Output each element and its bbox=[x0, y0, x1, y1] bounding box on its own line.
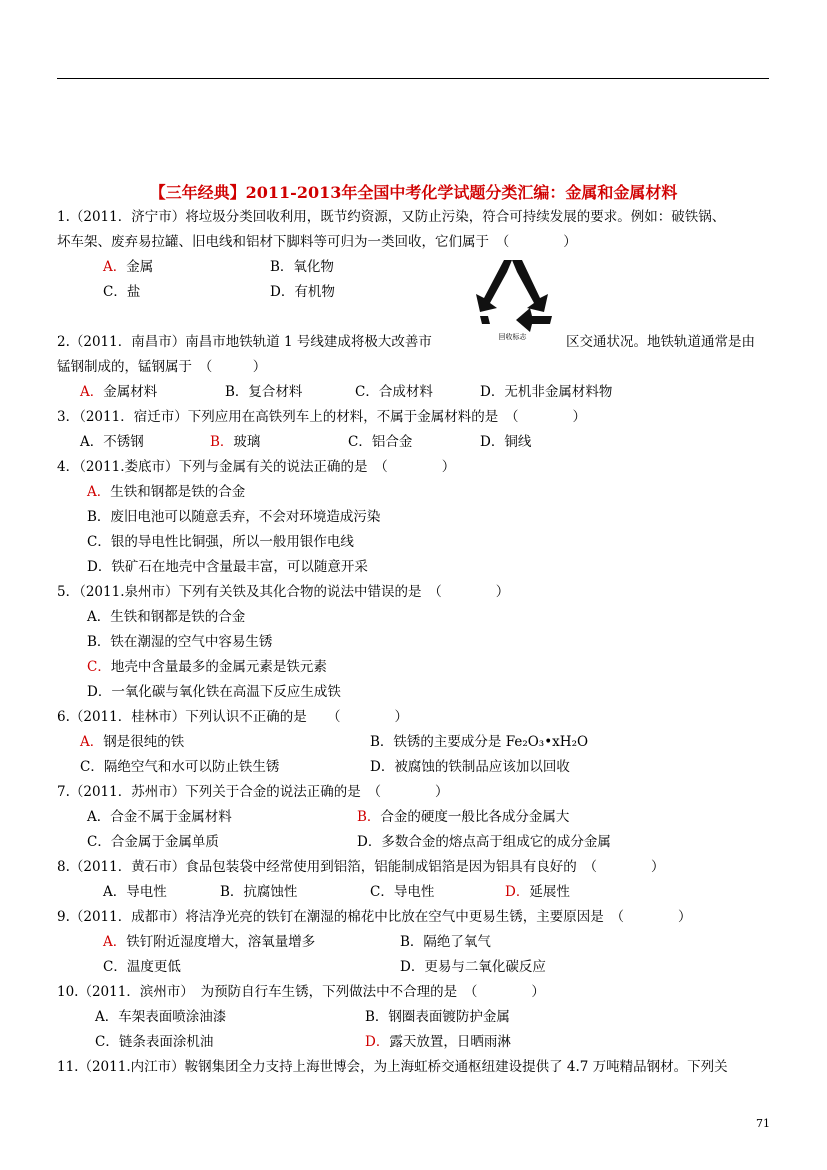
q6-option-a: A．钢是很纯的铁 bbox=[80, 734, 185, 750]
q6-option-c: C．隔绝空气和水可以防止铁生锈 bbox=[80, 759, 280, 775]
q3-option-a: A．不锈钢 bbox=[80, 434, 144, 450]
q2-stem-line2: 锰钢制成的，锰钢属于 （ ） bbox=[57, 359, 267, 375]
q6-option-b: B．铁锈的主要成分是 Fe₂O₃•xH₂O bbox=[370, 734, 589, 750]
q10-option-b: B．钢圈表面镀防护金属 bbox=[365, 1009, 510, 1025]
answer-marker: A． bbox=[103, 934, 127, 950]
q1-option-c: C．盐 bbox=[103, 284, 141, 300]
answer-marker: A． bbox=[87, 484, 111, 500]
q10-option-d: D．露天放置，日晒雨淋 bbox=[365, 1034, 511, 1050]
q11-stem: 11.（2011.内江市）鞍钢集团全力支持上海世博会，为上海虹桥交通枢纽建设提供了 4.7 万吨精品钢材。下列关 bbox=[57, 1059, 728, 1075]
q7-stem: 7.（2011．苏州市）下列关于合金的说法正确的是 （ ） bbox=[57, 784, 449, 800]
q3-stem: 3．（2011．宿迁市）下列应用在高铁列车上的材料，不属于金属材料的是 （ ） bbox=[57, 409, 586, 425]
q9-option-a: A．铁钉附近湿度增大，溶氧量增多 bbox=[103, 934, 316, 950]
header-rule bbox=[57, 78, 769, 79]
q7-option-c: C．合金属于金属单质 bbox=[87, 834, 219, 850]
q8-option-b: B．抗腐蚀性 bbox=[220, 884, 298, 900]
answer-marker: B． bbox=[210, 434, 234, 450]
q5-option-c: C．地壳中含量最多的金属元素是铁元素 bbox=[87, 659, 327, 675]
q2-option-c: C．合成材料 bbox=[355, 384, 433, 400]
q1-option-d: D．有机物 bbox=[270, 284, 335, 300]
q6-stem: 6.（2011．桂林市）下列认识不正确的是 （ ） bbox=[57, 709, 408, 725]
q2-stem-line1-part1: 2.（2011．南昌市）南昌市地铁轨道 1 号线建成将极大改善市 bbox=[57, 334, 432, 350]
q2-stem-line1-part2: 区交通状况。地铁轨道通常是由 bbox=[566, 334, 755, 350]
q3-option-d: D．铜线 bbox=[480, 434, 532, 450]
q9-option-d: D．更易与二氧化碳反应 bbox=[400, 959, 546, 975]
q9-stem: 9.（2011．成都市）将洁净光亮的铁钉在潮湿的棉花中比放在空气中更易生锈，主要原因是 （ ） bbox=[57, 909, 692, 925]
q7-option-b: B．合金的硬度一般比各成分金属大 bbox=[357, 809, 570, 825]
q8-stem: 8.（2011．黄石市）食品包装袋中经常使用到铝箔，铝能制成铝箔是因为铝具有良好的 （ ） bbox=[57, 859, 665, 875]
answer-marker: D． bbox=[365, 1034, 390, 1050]
q4-option-d: D．铁矿石在地壳中含量最丰富，可以随意开采 bbox=[87, 559, 368, 575]
q3-option-c: C．铝合金 bbox=[348, 434, 413, 450]
logo-caption: 回收标志 bbox=[498, 333, 527, 341]
q1-option-a: A．金属 bbox=[103, 259, 154, 275]
answer-marker: A． bbox=[80, 734, 104, 750]
page-number: 71 bbox=[756, 1117, 770, 1130]
answer-marker: A． bbox=[80, 384, 104, 400]
q4-option-b: B．废旧电池可以随意丢弃，不会对环境造成污染 bbox=[87, 509, 381, 525]
q4-option-c: C．银的导电性比铜强，所以一般用银作电线 bbox=[87, 534, 354, 550]
q5-option-d: D．一氧化碳与氧化铁在高温下反应生成铁 bbox=[87, 684, 341, 700]
q4-option-a: A．生铁和钢都是铁的合金 bbox=[87, 484, 246, 500]
q7-option-d: D．多数合金的熔点高于组成它的成分金属 bbox=[357, 834, 611, 850]
q5-option-a: A．生铁和钢都是铁的合金 bbox=[87, 609, 246, 625]
q1-stem-line1: 1.（2011．济宁市）将垃圾分类回收利用，既节约资源，又防止污染，符合可持续发展的要求。例如：破铁锅、 bbox=[57, 209, 726, 225]
q9-option-c: C．温度更低 bbox=[103, 959, 181, 975]
q2-option-a: A．金属材料 bbox=[80, 384, 158, 400]
q6-option-d: D．被腐蚀的铁制品应该加以回收 bbox=[370, 759, 570, 775]
answer-marker: A． bbox=[103, 259, 127, 275]
q1-stem-line2: 坏车架、废弃易拉罐、旧电线和铝材下脚料等可归为一类回收，它们属于 （ ） bbox=[57, 234, 577, 250]
q2-option-d: D．无机非金属材料物 bbox=[480, 384, 613, 400]
q7-option-a: A．合金不属于金属材料 bbox=[87, 809, 232, 825]
q10-option-c: C．链条表面涂机油 bbox=[95, 1034, 214, 1050]
answer-marker: C． bbox=[87, 659, 111, 675]
q4-stem: 4．（2011.娄底市）下列与金属有关的说法正确的是 （ ） bbox=[57, 459, 456, 475]
q8-option-c: C．导电性 bbox=[370, 884, 435, 900]
recycle-logo-icon bbox=[470, 258, 555, 344]
q8-option-d: D．延展性 bbox=[505, 884, 570, 900]
q5-stem: 5．（2011.泉州市）下列有关铁及其化合物的说法中错误的是 （ ） bbox=[57, 584, 510, 600]
answer-marker: B． bbox=[357, 809, 381, 825]
q8-option-a: A．导电性 bbox=[103, 884, 167, 900]
q9-option-b: B．隔绝了氧气 bbox=[400, 934, 491, 950]
page-title: 【三年经典】2011-2013年全国中考化学试题分类汇编：金属和金属材料 bbox=[149, 183, 678, 202]
q10-option-a: A．车架表面喷涂油漆 bbox=[95, 1009, 227, 1025]
q3-option-b: B．玻璃 bbox=[210, 434, 261, 450]
answer-marker: D． bbox=[505, 884, 530, 900]
q10-stem: 10.（2011．滨州市） 为预防自行车生锈，下列做法中不合理的是 （ ） bbox=[57, 984, 545, 1000]
q2-option-b: B．复合材料 bbox=[225, 384, 303, 400]
q1-option-b: B．氧化物 bbox=[270, 259, 334, 275]
q5-option-b: B．铁在潮湿的空气中容易生锈 bbox=[87, 634, 273, 650]
